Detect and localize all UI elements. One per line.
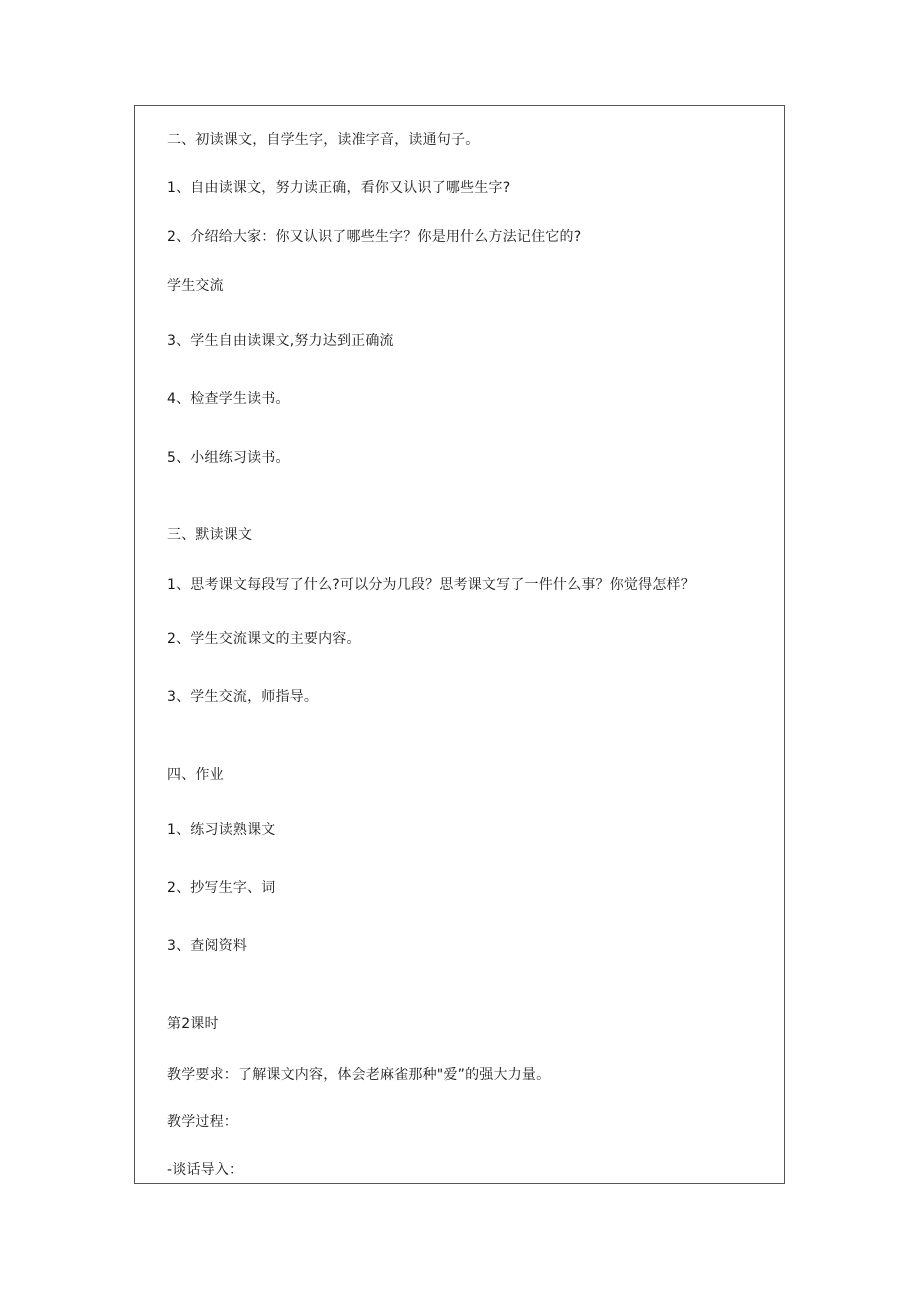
section-heading-2: 二、初读课文，自学生字，读准字音，读通句子。 [167,132,480,148]
text-line: 3、查阅资料 [167,938,248,954]
text-line: 2、抄写生字、词 [167,880,276,896]
text-line: 5、小组练习读书。 [167,450,290,466]
text-line: 2、学生交流课文的主要内容。 [167,631,361,647]
text-line: 教学要求：了解课文内容，体会老麻雀那种"爱”的强大力量。 [167,1067,551,1083]
text-line: 教学过程： [167,1114,238,1130]
text-line: 3、学生自由读课文,努力达到正确流 [167,333,394,349]
text-line: 1、思考课文每段写了什么?可以分为几段？思考课文写了一件什么事？你觉得怎样？ [167,577,695,593]
text-line: 2、介绍给大家：你又认识了哪些生字？你是用什么方法记住它的? [167,229,582,245]
section-heading-3: 三、默读课文 [167,527,253,543]
text-line: 1、自由读课文，努力读正确，看你又认识了哪些生字? [167,180,511,196]
text-line: 1、练习读熟课文 [167,822,276,838]
text-line: 学生交流 [167,278,224,294]
section-heading-4: 四、作业 [167,767,224,783]
text-line: -谈话导入： [167,1162,244,1178]
text-line: 4、检查学生读书。 [167,391,290,407]
text-line: 3、学生交流，师指导。 [167,689,319,705]
lesson-title: 第2课时 [167,1016,219,1032]
